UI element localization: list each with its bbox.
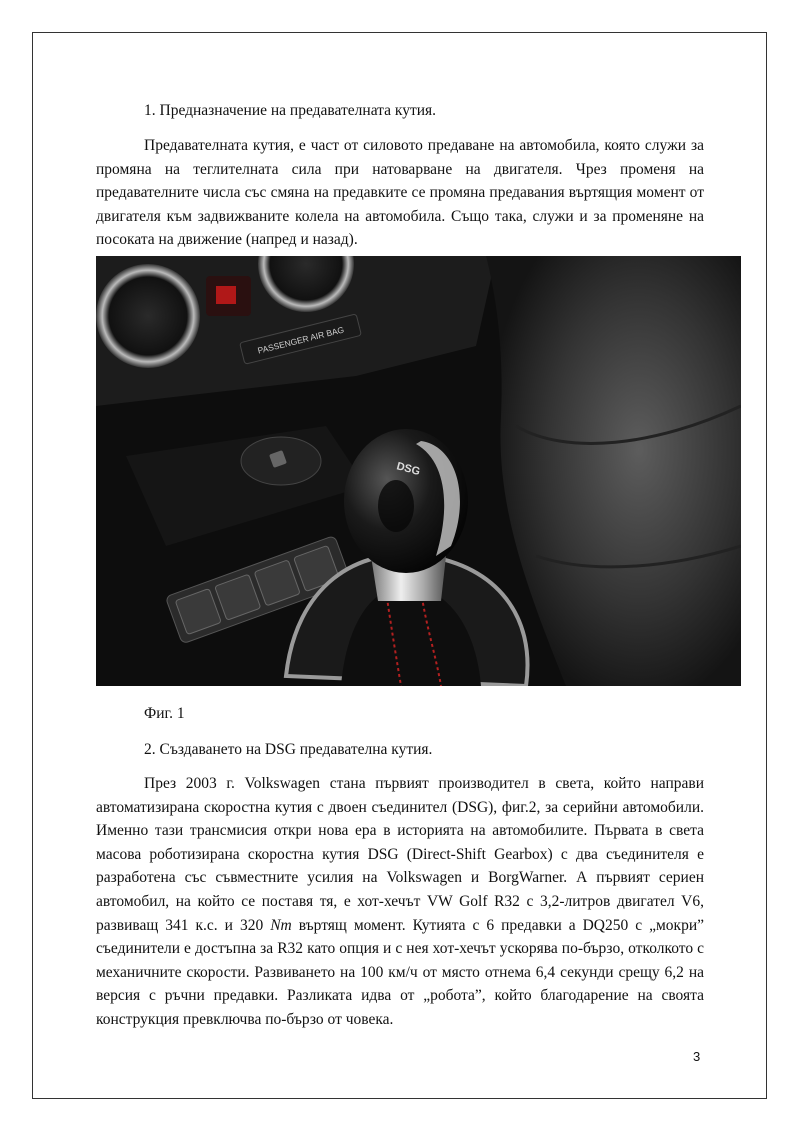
section-1-heading: 1. Предназначение на предавателната кутия.: [144, 102, 437, 119]
climate-dial-left: [96, 264, 200, 368]
figure-caption: Фиг. 1: [144, 705, 185, 722]
airbag-label: PASSENGER AIR BAG: [256, 324, 345, 356]
gear-shifter-photo: [96, 256, 741, 686]
section-2-heading: 2. Създаването на DSG предавателна кутия.: [144, 741, 433, 758]
section-1-paragraph: Предавателната кутия, е част от силовото предаване на автомобила, която служи за промяна на теглителната сила при натоварване на двигателя. Чрез променя на предавателните числа със смяна на предавките се промяна предавания въртящия момент от двигателя към задвижваните колела на автомобила. Също така, служи и за променяне на посоката на движение (напред и назад).: [96, 137, 704, 249]
section-2-text-part1: През 2003 г. Volkswagen стана първият производител в света, който направи автоматизирана скоростна кутия с двоен съединител (DSG), фиг.2, за серийни автомобили. Именно тази трансмисия откри нова ера в историята на автомобилите. Първата в света масова роботизирана скоростна кутия DSG (Direct-Shift Gearbox) с два съединителя е разработена със съвместните усилия на Volkswagen и BorgWarner. А първият сериен автомобил, на който се поставя тя, е хот-хечът VW Golf R32 с 3,2-литров двигател V6, развиващ 341 к.с. и 320: [96, 775, 704, 934]
page-number: 3: [693, 1049, 701, 1064]
knob-label: DSG: [395, 460, 422, 479]
torque-unit: Nm: [270, 916, 292, 934]
section-2-text-part2: въртящ момент. Кутията с 6 предавки а DQ250 с „мокри” съединители е достъпна за R32 като опция и с нея хот-хечът ускорява по-бързо, отколкото с механичните скорости. Развиването на 100 км/ч от място отнема 6,4 секунди срещу 6,2 на версия с ръчни предавки. Разликата идва от „робота”, който благодарение на своята конструкция превключва по-бързо от човека.: [96, 916, 704, 1028]
section-2-paragraph: [96, 772, 704, 1032]
